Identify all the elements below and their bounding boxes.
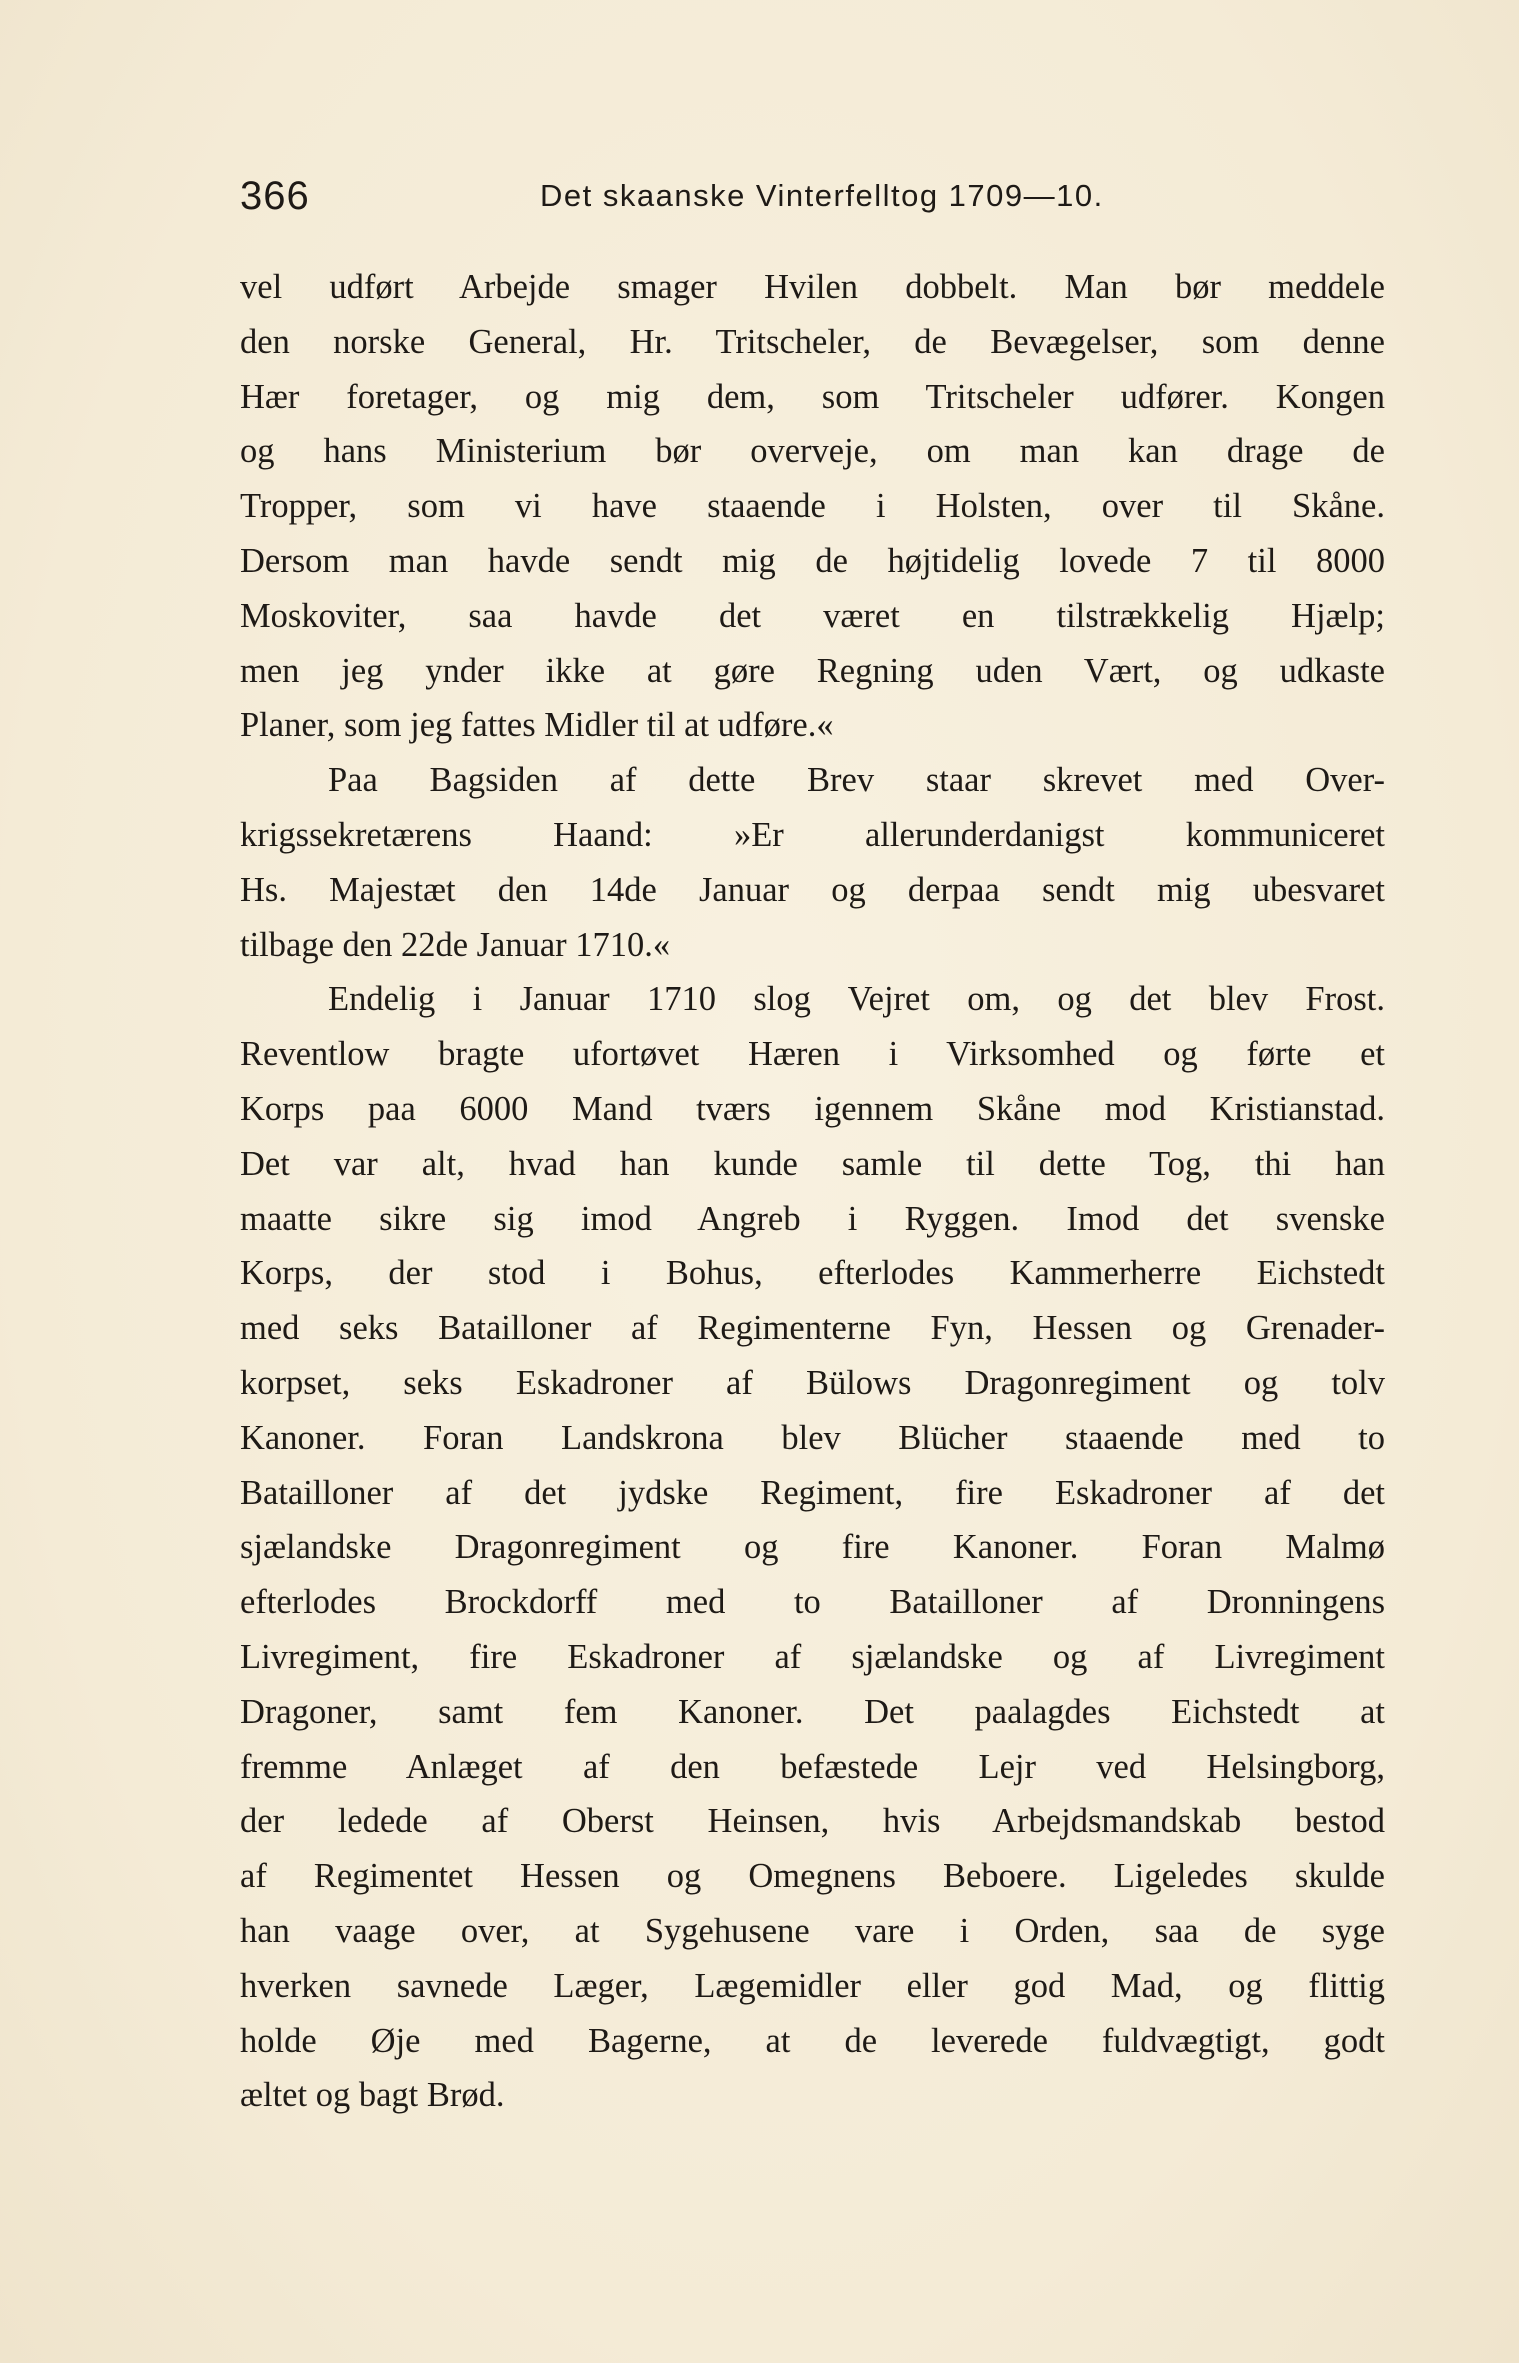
text-line: hverken savnede Læger, Lægemidler eller god Mad, og flittig [240, 1966, 1385, 2005]
text-line: æltet og bagt Brød. [240, 2076, 505, 2115]
text-line: Dragoner, samt fem Kanoner. Det paalagdes Eichstedt at [240, 1692, 1385, 1731]
text-line: krigssekretærens Haand: »Er allerunderdanigst kommuniceret [240, 815, 1385, 854]
text-line: Det var alt, hvad han kunde samle til dette Tog, thi han [240, 1144, 1385, 1183]
text-line: korpset, seks Eskadroner af Bülows Dragonregiment og tolv [240, 1363, 1385, 1402]
page-header [240, 172, 1380, 222]
text-line: den norske General, Hr. Tritscheler, de Bevægelser, som denne [240, 322, 1385, 361]
text-line: han vaage over, at Sygehusene vare i Orden, saa de syge [240, 1911, 1385, 1950]
text-line: Livregiment, fire Eskadroner af sjælandske og af Livregiment [240, 1637, 1385, 1676]
text-line: af Regimentet Hessen og Omegnens Beboere. Ligeledes skulde [240, 1857, 1385, 1896]
text-line: Korps paa 6000 Mand tværs igennem Skåne mod Kristianstad. [240, 1089, 1385, 1128]
text-line: Endelig i Januar 1710 slog Vejret om, og det blev Frost. [328, 980, 1385, 1019]
text-line: Dersom man havde sendt mig de højtidelig lovede 7 til 8000 [240, 541, 1385, 580]
text-line: maatte sikre sig imod Angreb i Ryggen. Imod det svenske [240, 1199, 1385, 1238]
text-line: Moskoviter, saa havde det været en tilstrækkelig Hjælp; [240, 596, 1385, 635]
text-line: Hs. Majestæt den 14de Januar og derpaa sendt mig ubesvaret [240, 870, 1385, 909]
text-line: med seks Bataillonеr af Regimenterne Fyn, Hessen og Grenader- [240, 1309, 1385, 1348]
text-line: Tropper, som vi have staaende i Holsten, over til Skåne. [240, 487, 1385, 526]
text-line: Batailloner af det jydske Regiment, fire Eskadroner af det [240, 1473, 1385, 1512]
text-line: Planer, som jeg fattes Midler til at udføre.« [240, 706, 834, 745]
text-line: fremme Anlæget af den befæstede Lejr ved Helsingborg, [240, 1747, 1385, 1786]
text-line: men jeg ynder ikke at gøre Regning uden Vært, og udkaste [240, 651, 1385, 690]
text-line: tilbage den 22de Januar 1710.« [240, 925, 671, 964]
text-line: og hans Ministerium bør overveje, om man kan drage de [240, 432, 1385, 471]
text-line: Reventlow bragte ufortøvet Hæren i Virksomhed og førte et [240, 1035, 1385, 1074]
page-number: 366 [240, 174, 310, 218]
text-line: Kanoner. Foran Landskrona blev Blücher staaende med to [240, 1418, 1385, 1457]
text-line: der ledede af Oberst Heinsen, hvis Arbejdsmandskab bestod [240, 1802, 1385, 1841]
running-head: Det skaanske Vinterfelltog 1709—10. [540, 178, 1104, 213]
text-line: sjælandske Dragonregiment og fire Kanoner. Foran Malmø [240, 1528, 1385, 1567]
text-line: efterlodes Brockdorff med to Batailloner af Dronningens [240, 1583, 1385, 1622]
text-line: Paa Bagsiden af dette Brev staar skrevet med Over- [328, 761, 1385, 800]
text-line: holde Øje med Bagerne, at de leverede fuldvægtigt, godt [240, 2021, 1385, 2060]
text-line: vel udført Arbejde smager Hvilen dobbelt. Man bør meddele [240, 268, 1385, 306]
body-text [240, 260, 1385, 2123]
text-line: Korps, der stod i Bohus, efterlodes Kammerherre Eichstedt [240, 1254, 1385, 1293]
text-line: Hær foretager, og mig dem, som Tritscheler udfører. Kongen [240, 377, 1385, 416]
